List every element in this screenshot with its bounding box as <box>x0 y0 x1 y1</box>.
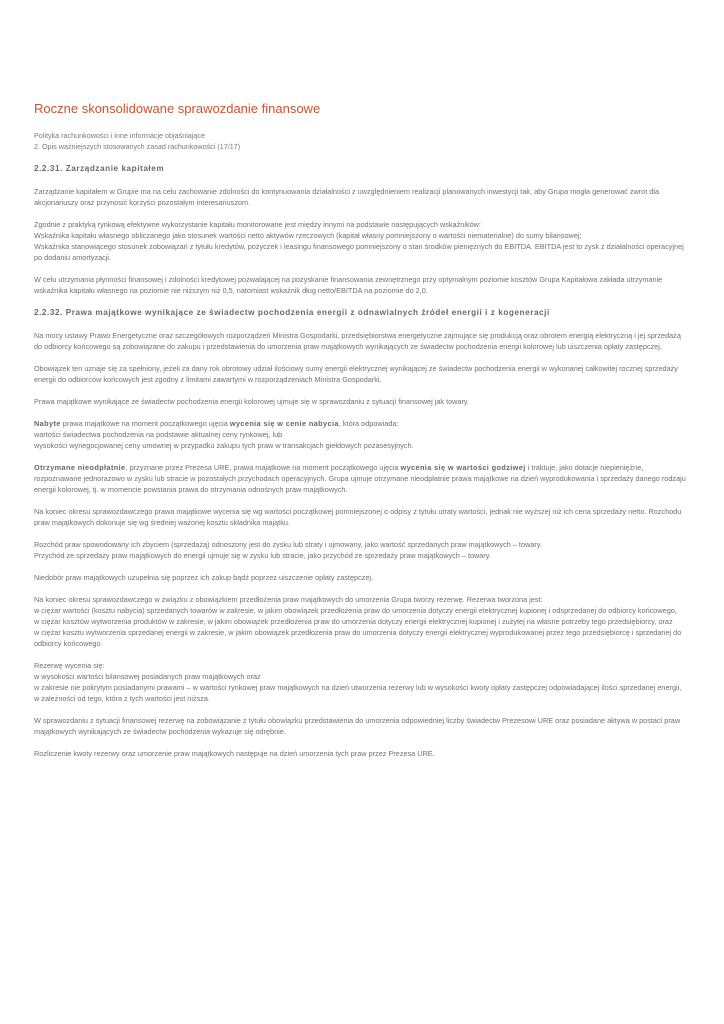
paragraph-line: Wskaźnika kapitału własnego obliczanego jako stosunek wartości netto aktywów rzeczowych (kapitał własny pomniejszony o wartości niematerialne) do sumy bilansowej; <box>34 231 582 240</box>
paragraph-line: Na koniec okresu sprawozdawczego w związku z obowiązkiem przedłożenia praw majątkowych do umorzenia Grupa tworzy rezerwę. Rezerwa tworzona jest: <box>34 595 543 604</box>
paragraph-line: Rozchód praw spowodowany ich zbyciem (sprzedażą) odnoszony jest do zysku lub straty i ujmowany, jako wartość sprzedanych praw majątkowych – towary. <box>34 540 542 549</box>
paragraph-line: Przychód ze sprzedaży praw majątkowych do energii ujmuje się w zysku lub stracie, jako przychód ze sprzedaży praw majątkowych – towary. <box>34 551 491 560</box>
meta-subsection: 2. Opis ważniejszych stosowanych zasad rachunkowości (17/17) <box>34 142 241 151</box>
paragraph: Obowiązek ten uznaje się za spełniony, jeżeli za dany rok obrotowy udział ilościowy sumy energii elektrycznej wynikającej ze świadectw pochodzenia energii w wykonanej całkowitej rocznej sprzedaży energii do odbiorców końcowych jest zgodny z limitami zawartymi w rozporządzeniach Ministra Gospodarki. <box>34 364 678 384</box>
paragraph <box>34 219 686 263</box>
paragraph-line: wartości świadectwa pochodzenia na podstawie aktualnej ceny rynkowej, lub <box>34 430 283 439</box>
paragraph-line: w ciężar kosztu wytworzenia sprzedanej energii w zakresie, w jakim obowiązek przedłożenia praw do umorzenia dotyczy energii elektrycznej wyprodukowanej przez tego przedsiębiorcę i sprzedanej do odbiorcy końcowego. <box>34 628 682 648</box>
bold-term: wycenia się w cenie nabycia <box>229 419 339 428</box>
paragraph-text: i traktuje, jako dotacje niepieniężne, rozpoznawane jednorazowo w zysku lub stracie w pozostałych przychodach operacyjnych. Grupa ujmuje otrzymane nieodpłatnie prawa majątkowe na dzień wyprodukowania i sprzedaży danego rodzaju energii kolorowej, tj. w momencie powstania prawa do otrzymania odnośnych praw majątkowych. <box>34 463 686 494</box>
bold-term: wycenia się w wartości godziwej <box>400 463 526 472</box>
paragraph-line: w ciężar kosztów wytworzenia produktów w zakresie, w jakim obowiązek przedłożenia praw do umorzenia dotyczy energii elektrycznej kupionej i zużytej na własne potrzeby tego przedsiębiorcy, oraz <box>34 617 673 626</box>
paragraph-line: wysokości wynegocjowanej ceny umownej w przypadku zakupu tych praw w transakcjach giełdowych pozasesyjnych. <box>34 441 414 450</box>
paragraph: Na koniec okresu sprawozdawczego prawa majątkowe wycenia się wg wartości początkowej pomniejszonej o odpisy z tytułu utraty wartości, jednak nie wyższej niż ich cena sprzedaży netto. Rozchodu praw majątkowych dokonuje się wg średniej ważonej kosztu składnika majątku. <box>34 507 682 527</box>
paragraph: Zarządzanie kapitałem w Grupie ma na celu zachowanie zdolności do kontynuowania działalności z uwzględnieniem realizacji planowanych inwestycji tak, aby Grupa mogła generować zwrot dla akcjonariuszy oraz przynosić korzyści pozostałym interesariuszom. <box>34 187 660 207</box>
paragraph: W sprawozdaniu z sytuacji finansowej rezerwę na zobowiązanie z tytułu obowiązku przedstawienia do umorzenia odpowiedniej liczby świadectw Prezesowi URE oraz posiadane aktywa w postaci praw majątkowych wynikających ze świadectw pochodzenia wykazuje się odrębnie. <box>34 716 681 736</box>
document-content <box>34 100 686 770</box>
paragraph-text: , która odpowiada: <box>338 419 399 428</box>
paragraph: W celu utrzymania płynności finansowej i zdolności kredytowej pozwalającej na pozyskanie finansowania zewnętrznego przy optymalnym poziomie kosztów Grupa Kapitałowa zakłada utrzymanie wskaźnika kapitału własnego na poziomie nie niższym niż 0,5, natomiast wskaźnik dług netto/EBITDA na poziomie do 2,0. <box>34 275 663 295</box>
paragraph <box>34 660 686 704</box>
paragraph-text: prawa majątkowe na moment początkowego ujęcia <box>60 419 230 428</box>
paragraph-line: Zgodnie z praktyką rynkową efektywne wykorzystanie kapitału monitorowane jest między innymi na podstawie następujących wskaźników: <box>34 220 481 229</box>
paragraph-line: w ciężar wartości (kosztu nabycia) sprzedanych towarów w zakresie, w jakim obowiązek przedłożenia praw do umorzenia dotyczy energii elektrycznej kupionej i odsprzedanej do odbiorcy końcowego, <box>34 606 677 615</box>
paragraph: Na mocy ustawy Prawo Energetyczne oraz szczegółowych rozporządzeń Ministra Gospodarki, przedsiębiorstwa energetyczne zajmujące się produkcją oraz obrotem energią elektryczną i jej sprzedażą do odbiorcy końcowego są zobowiązane do zakupu i przedstawienia do umorzenia praw majątkowych wynikających ze świadectw pochodzenia energii kolorowej lub uiszczenia opłaty zastępczej. <box>34 331 681 351</box>
paragraph-line: w wysokości wartości bilansowej posiadanych praw majątkowych oraz <box>34 672 261 681</box>
document-meta <box>34 130 686 152</box>
paragraph <box>34 539 686 561</box>
section-heading-capital-management: 2.2.31. Zarządzanie kapitałem <box>34 164 165 173</box>
paragraph: Prawa majątkowe wynikające ze świadectw pochodzenia energii kolorowej ujmuje się w sprawozdaniu z sytuacji finansowej jak towary. <box>34 397 470 406</box>
meta-section: Polityka rachunkowości i inne informacje objaśniające <box>34 131 205 140</box>
paragraph-line: w zakresie nie pokrytym posiadanymi prawami – w wartości rynkowej praw majątkowych na dzień utworzenia rezerwy lub w wysokości kwoty opłaty zastępczej odpowiadającej ilości sprzedanej energii, w zależności od tego, która z tych wartości jest niższa. <box>34 683 682 703</box>
document-title: Roczne skonsolidowane sprawozdanie finansowe <box>34 101 321 116</box>
paragraph <box>34 418 686 451</box>
paragraph <box>34 594 686 649</box>
paragraph: Rozliczenie kwoty rezerwy oraz umorzenie praw majątkowych następuje na dzień umorzenia tych praw przez Prezesa URE. <box>34 749 435 758</box>
paragraph-line: Wskaźnika stanowiącego stosunek zobowiązań z tytułu kredytów, pożyczek i leasingu finansowego pomniejszony o stan środków pieniężnych do EBITDA. EBITDA jest to zysk z działalności operacyjnej po dodaniu amortyzacji. <box>34 242 684 262</box>
paragraph-text: , przyznane przez Prezesa URE, prawa majątkowe na moment początkowego ujęcia <box>125 463 401 472</box>
paragraph: Niedobór praw majątkowych uzupełnia się poprzez ich zakup bądź poprzez uiszczenie opłaty zastępczej. <box>34 573 374 582</box>
bold-term: Nabyte <box>34 419 61 428</box>
paragraph-line: Rezerwę wycenia się: <box>34 661 105 670</box>
paragraph <box>34 462 686 495</box>
bold-term: Otrzymane nieodpłatnie <box>34 463 126 472</box>
section-heading-property-rights: 2.2.32. Prawa majątkowe wynikające ze świadectw pochodzenia energii z odnawialnych źródeł energii i z kogeneracji <box>34 308 550 317</box>
